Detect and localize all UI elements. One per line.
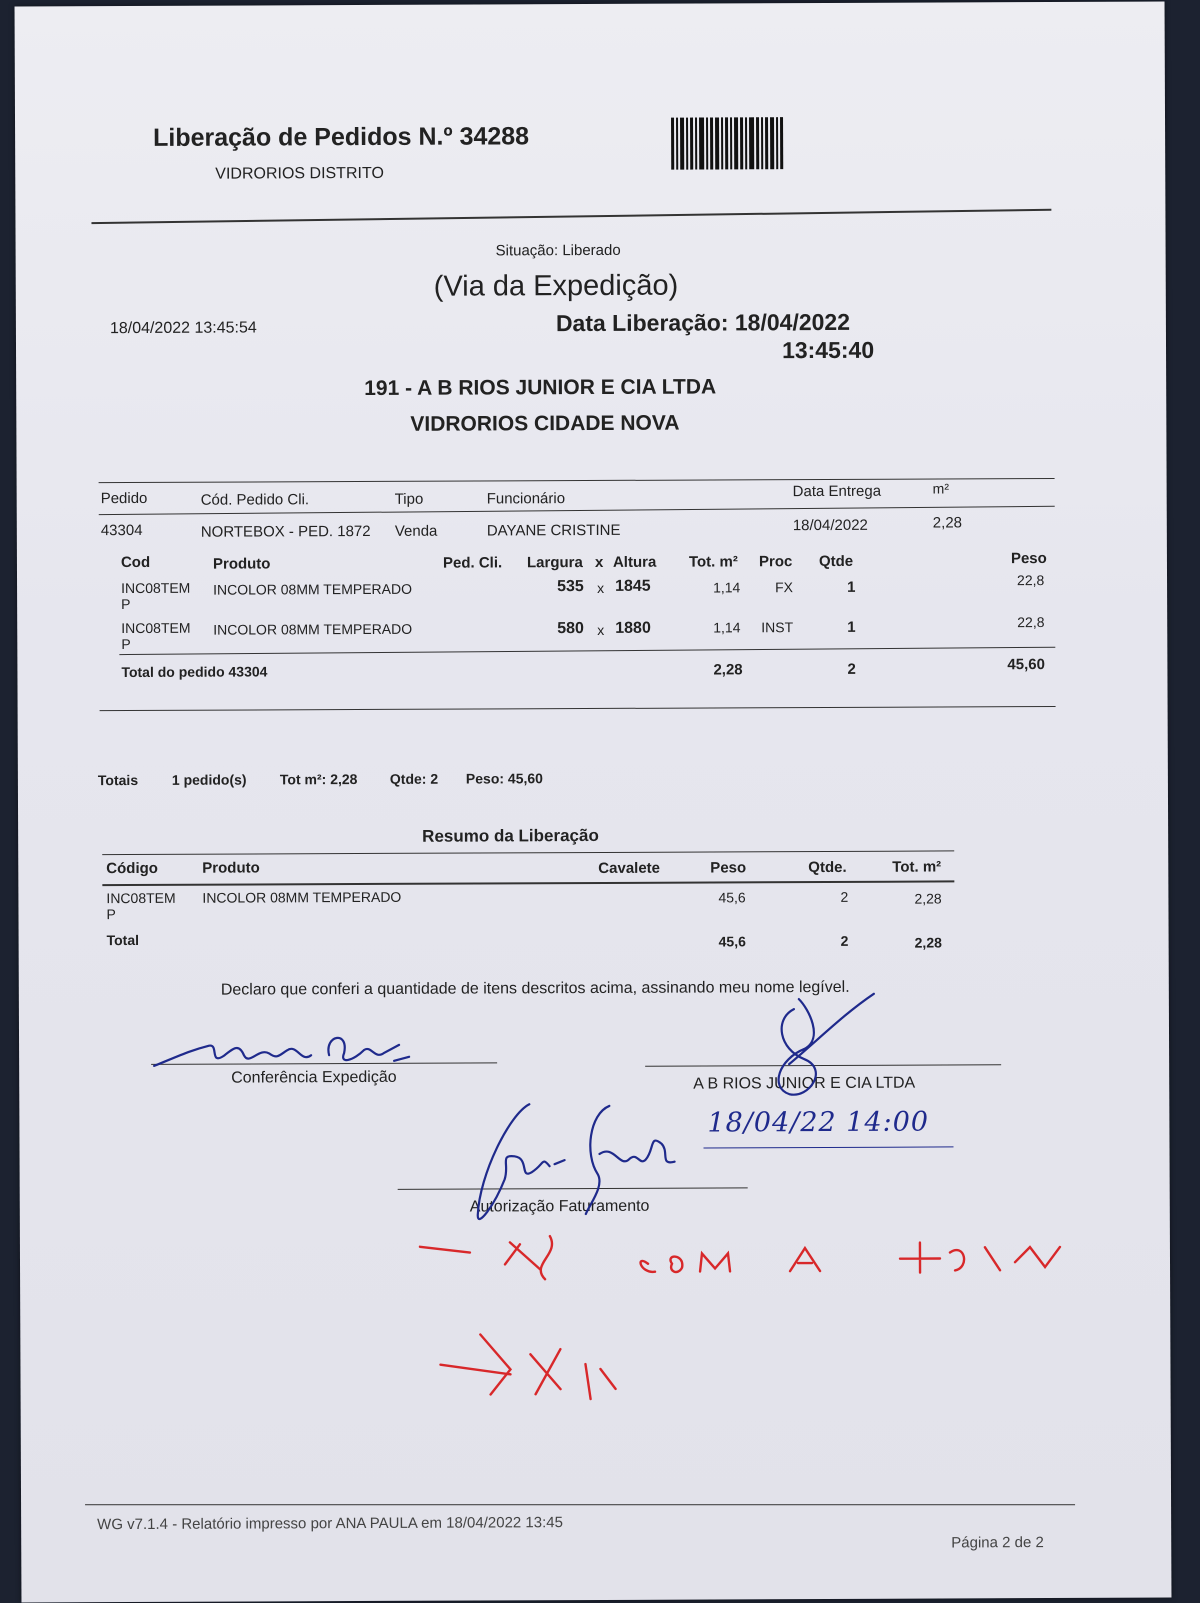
item-1-altura: 1845 <box>615 577 651 595</box>
order-total-peso: 45,60 <box>1007 656 1045 674</box>
barcode-bar <box>721 117 723 169</box>
order-table-bottom-line <box>100 706 1056 711</box>
barcode-bar <box>761 117 763 169</box>
col-m2: m² <box>932 480 949 497</box>
item-1-cod-suffix: P <box>121 596 131 613</box>
company-name: VIDRORIOS DISTRITO <box>215 164 384 183</box>
item-2-qtde: 1 <box>847 618 856 636</box>
row-pedido: 43304 <box>100 521 143 540</box>
barcode-bar <box>671 118 674 170</box>
resumo-total-label: Total <box>106 931 140 949</box>
conferencia-signature-drawing <box>149 1025 419 1076</box>
barcode-bar <box>756 117 759 169</box>
barcode-bar <box>715 117 719 169</box>
item-2-largura: 580 <box>557 620 584 638</box>
row-tipo: Venda <box>394 522 438 540</box>
item-2-proc: INST <box>761 619 794 636</box>
totais-peso: Peso: 45,60 <box>465 770 543 787</box>
resumo-total-peso: 45,6 <box>718 933 746 950</box>
order-total-qtde: 2 <box>847 660 856 678</box>
barcode-bar <box>686 118 688 170</box>
barcode-bar <box>680 118 684 170</box>
barcode-bar <box>749 117 754 169</box>
resumo-top-line <box>102 850 954 855</box>
handwritten-date: 18/04/22 14:00 <box>707 1106 930 1139</box>
col-funcionario: Funcionário <box>486 490 566 508</box>
item-1-tot-m2: 1,14 <box>713 579 741 596</box>
totais-m2: Tot m²: 2,28 <box>279 771 358 788</box>
client-branch: VIDRORIOS CIDADE NOVA <box>410 411 680 436</box>
col-tipo: Tipo <box>394 490 424 508</box>
item-2-tot-m2: 1,14 <box>713 619 741 636</box>
barcode-bar <box>776 117 778 169</box>
item-1-largura: 535 <box>557 578 584 596</box>
resumo-row-codigo-suffix: P <box>106 906 116 923</box>
item-2-cod-suffix: P <box>121 636 131 653</box>
item-1-cod: INC08TEM <box>121 579 191 597</box>
data-liberacao-time: 13:45:40 <box>781 336 875 364</box>
document-title: Liberação de Pedidos N.º 34288 <box>153 122 530 152</box>
via-text: (Via da Expedição) <box>433 269 679 303</box>
resumo-total-qtde: 2 <box>840 932 849 949</box>
item-2-cod: INC08TEM <box>121 619 191 637</box>
barcode-bar <box>710 117 713 169</box>
document-page <box>15 1 1172 1602</box>
item-col-tot-m2: Tot. m² <box>688 553 738 571</box>
item-col-produto: Produto <box>212 555 271 573</box>
item-col-cod: Cod <box>120 553 151 572</box>
footer-page-number: Página 2 de 2 <box>951 1534 1044 1552</box>
item-2-produto: INCOLOR 08MM TEMPERADO <box>213 620 413 638</box>
resumo-col-peso: Peso <box>710 859 747 877</box>
order-total-m2: 2,28 <box>713 661 743 679</box>
item-2-peso: 22,8 <box>1017 614 1045 631</box>
totais-qtde: Qtde: 2 <box>389 770 439 787</box>
item-1-proc: FX <box>775 579 793 596</box>
resumo-header-line <box>102 880 954 886</box>
item-col-altura: Altura <box>612 553 657 571</box>
row-funcionario: DAYANE CRISTINE <box>486 521 621 540</box>
barcode-bar <box>745 117 747 169</box>
cliente-label: A B RIOS JUNIOR E CIA LTDA <box>693 1074 916 1093</box>
row-data-entrega: 18/04/2022 <box>792 516 868 535</box>
print-datetime: 18/04/2022 13:45:54 <box>109 319 257 338</box>
col-cod-pedido-cli: Cód. Pedido Cli. <box>200 491 310 509</box>
item-2-altura: 1880 <box>615 619 651 637</box>
barcode-bar <box>699 118 704 170</box>
resumo-title: Resumo da Liberação <box>422 825 599 846</box>
conferencia-label: Conferência Expedição <box>231 1068 397 1087</box>
footer-print-info: WG v7.1.4 - Relatório impresso por ANA PAULA em 18/04/2022 13:45 <box>97 1514 563 1534</box>
resumo-row-tot-m2: 2,28 <box>914 890 942 907</box>
barcode-bar <box>730 117 732 169</box>
barcode-bar <box>725 117 728 169</box>
data-liberacao: Data Liberação: 18/04/2022 <box>555 308 851 337</box>
item-col-ped-cli: Ped. Cli. <box>442 554 503 572</box>
barcode-bar <box>695 118 697 170</box>
row-cod-pedido-cli: NORTEBOX - PED. 1872 <box>200 522 371 541</box>
barcode-bar <box>706 117 708 169</box>
barcode-bar <box>690 118 693 170</box>
totais-label: Totais <box>97 771 139 789</box>
item-col-proc: Proc <box>758 553 793 571</box>
barcode-bar <box>765 117 768 169</box>
client-name: 191 - A B RIOS JUNIOR E CIA LTDA <box>364 375 717 400</box>
order-total-line <box>119 647 1055 655</box>
autorizacao-label: Autorização Faturamento <box>469 1197 650 1216</box>
row-m2: 2,28 <box>932 514 963 532</box>
resumo-col-tot-m2: Tot. m² <box>892 858 942 876</box>
barcode-bar <box>676 118 678 170</box>
autorizacao-signature-drawing <box>449 1093 710 1234</box>
resumo-row-qtde: 2 <box>840 888 849 905</box>
resumo-row-produto: INCOLOR 08MM TEMPERADO <box>202 888 402 906</box>
barcode-bar <box>734 117 738 169</box>
barcode-bar <box>770 117 774 169</box>
header-divider <box>91 209 1051 224</box>
item-1-x: x <box>597 579 605 596</box>
footer-line <box>85 1504 1075 1505</box>
item-1-produto: INCOLOR 08MM TEMPERADO <box>213 580 412 598</box>
barcode-bar <box>780 117 783 169</box>
barcode-bar <box>740 117 743 169</box>
red-handwritten-marks <box>410 1222 1081 1445</box>
item-1-peso: 22,8 <box>1017 572 1045 589</box>
resumo-col-produto: Produto <box>202 859 260 877</box>
item-col-qtde: Qtde <box>818 552 854 571</box>
barcode <box>671 117 841 170</box>
resumo-col-cavalete: Cavalete <box>598 859 661 877</box>
item-1-qtde: 1 <box>847 578 856 596</box>
order-total-label: Total do pedido 43304 <box>121 663 268 681</box>
declaration-text: Declaro que conferi a quantidade de itens descritos acima, assinando meu nome legível. <box>220 978 850 999</box>
resumo-total-tot-m2: 2,28 <box>914 934 942 951</box>
order-table-top-line <box>99 478 1055 483</box>
resumo-row-codigo: INC08TEM <box>106 889 176 907</box>
col-data-entrega: Data Entrega <box>792 482 882 501</box>
handwritten-date-underline <box>704 1146 954 1148</box>
totais-pedidos: 1 pedido(s) <box>171 771 247 788</box>
item-col-x: x <box>594 553 604 571</box>
resumo-row-peso: 45,6 <box>718 889 746 906</box>
item-col-peso: Peso <box>1010 550 1047 568</box>
item-col-largura: Largura <box>526 554 583 572</box>
situacao-text: Situação: Liberado <box>495 241 621 260</box>
cliente-signature-drawing <box>749 989 890 1110</box>
col-pedido: Pedido <box>100 489 148 508</box>
resumo-col-codigo: Código <box>106 859 158 878</box>
resumo-col-qtde: Qtde. <box>808 858 847 877</box>
item-2-x: x <box>597 621 605 638</box>
